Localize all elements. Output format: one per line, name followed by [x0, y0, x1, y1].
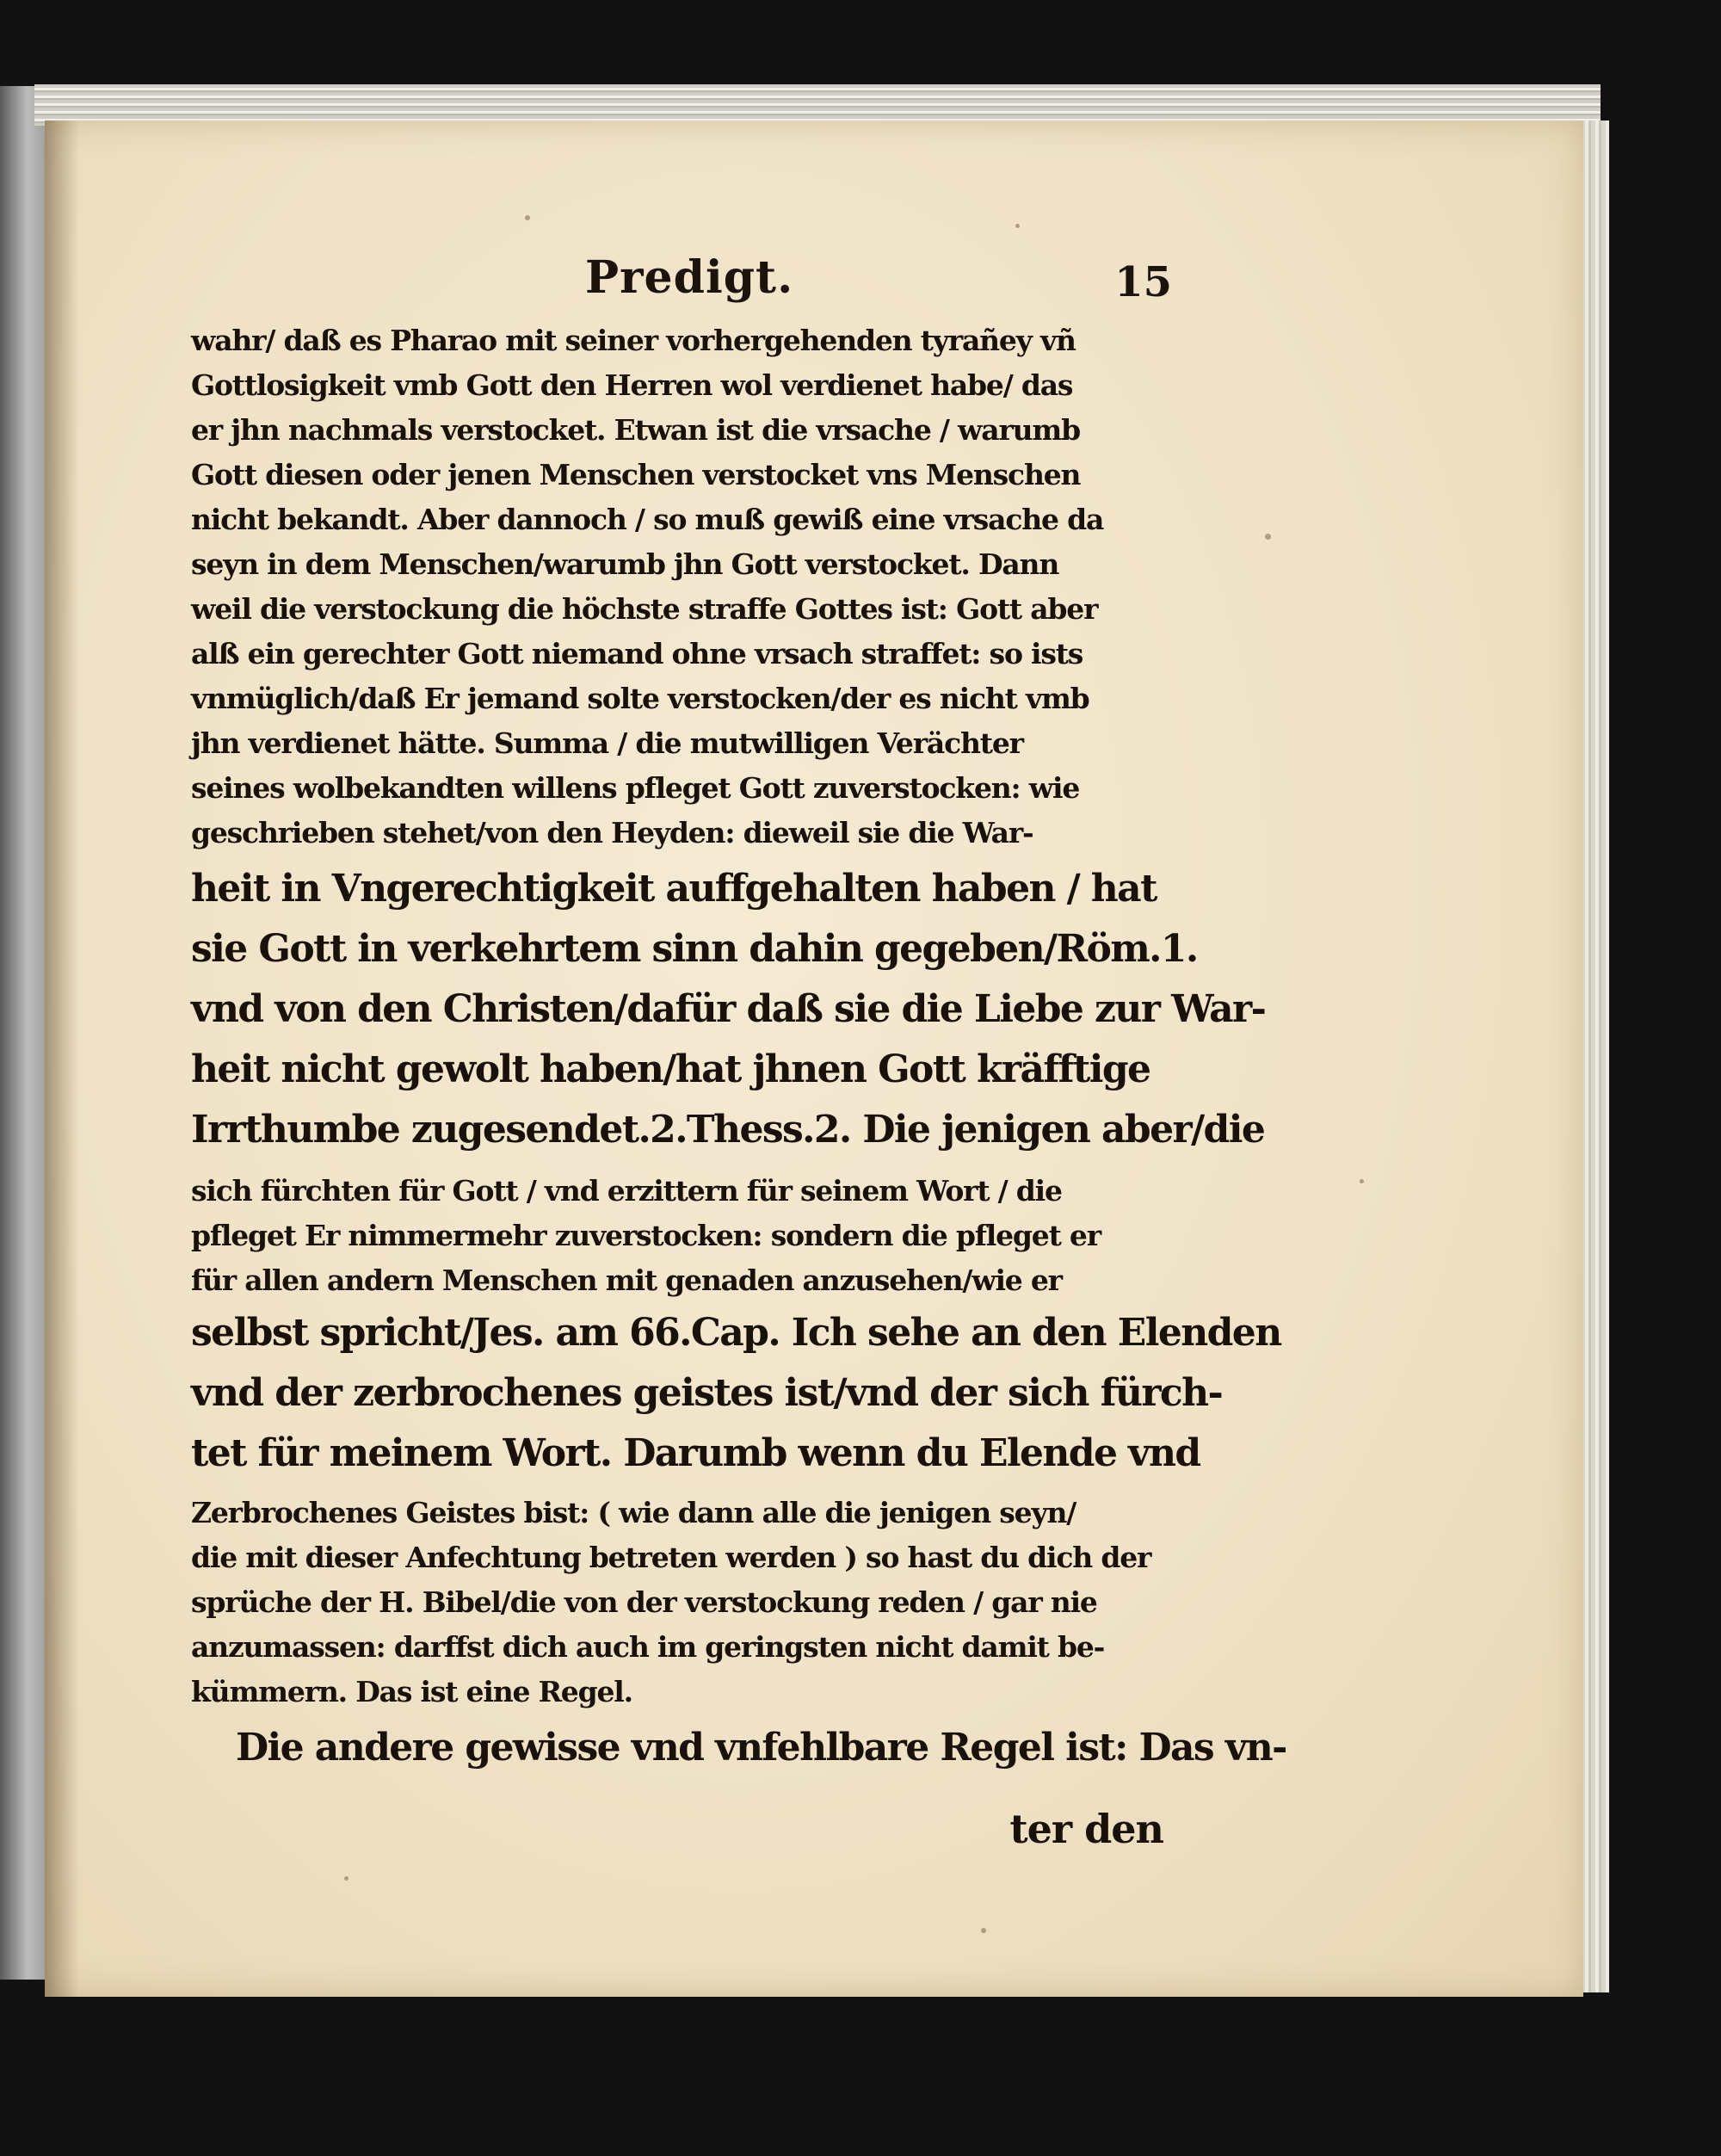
text-line: seines wolbekandten willens pfleget Gott zuverstocken: wie — [191, 771, 1080, 805]
catchword: ter den — [1009, 1806, 1163, 1852]
text-line: wahr/ daß es Pharao mit seiner vorhergehenden tyrañey vñ — [191, 324, 1076, 357]
text-line: weil die verstockung die höchste straffe Gottes ist: Gott aber — [191, 592, 1098, 626]
text-line: vnmüglich/daß Er jemand solte verstocken/der es nicht vmb — [191, 682, 1089, 715]
text-line: seyn in dem Menschen/warumb jhn Gott verstocket. Dann — [191, 547, 1059, 581]
text-line-emphasis: selbst spricht/Jes. am 66.Cap. Ich sehe an den Elenden — [191, 1311, 1281, 1355]
gutter-shadow — [45, 120, 79, 1997]
paper-speck — [981, 1928, 986, 1933]
paper-speck — [1265, 534, 1271, 540]
text-line: er jhn nachmals verstocket. Etwan ist die vrsache / warumb — [191, 413, 1081, 447]
paper-speck — [1015, 224, 1020, 228]
text-line: für allen andern Menschen mit genaden anzusehen/wie er — [191, 1263, 1062, 1297]
text-line-emphasis: vnd der zerbrochenes geistes ist/vnd der sich fürch- — [191, 1371, 1223, 1415]
text-line: nicht bekandt. Aber dannoch / so muß gewiß eine vrsache da — [191, 503, 1104, 536]
running-head: Predigt. — [585, 251, 794, 304]
text-line: Zerbrochenes Geistes bist: ( wie dann alle die jenigen seyn/ — [191, 1496, 1076, 1529]
text-line: geschrieben stehet/von den Heyden: dieweil sie die War- — [191, 816, 1033, 849]
page-stack-top — [34, 84, 1601, 126]
text-line: Gottlosigkeit vmb Gott den Herren wol verdienet habe/ das — [191, 368, 1073, 402]
text-line-paragraph-start: Die andere gewisse vnd vnfehlbare Regel ist: Das vn- — [236, 1726, 1286, 1770]
text-line: Gott diesen oder jenen Menschen verstocket vns Menschen — [191, 458, 1081, 491]
text-line-emphasis: Irrthumbe zugesendet.2.Thess.2. Die jenigen aber/die — [191, 1108, 1265, 1152]
paper-speck — [1360, 1179, 1364, 1183]
text-line: jhn verdienet hätte. Summa / die mutwilligen Verächter — [191, 726, 1023, 760]
text-line-emphasis: heit nicht gewolt haben/hat jhnen Gott kräfftige — [191, 1047, 1150, 1091]
text-line: anzumassen: darffst dich auch im geringsten nicht damit be- — [191, 1630, 1105, 1664]
text-line: sprüche der H. Bibel/die von der verstockung reden / gar nie — [191, 1585, 1097, 1619]
paper-speck — [344, 1876, 349, 1881]
text-line: kümmern. Das ist eine Regel. — [191, 1675, 632, 1708]
text-line-emphasis: sie Gott in verkehrtem sinn dahin gegeben/Röm.1. — [191, 927, 1198, 971]
text-line-emphasis: vnd von den Christen/dafür daß sie die Liebe zur War- — [191, 987, 1266, 1031]
paper-speck — [525, 215, 530, 220]
binding-edge — [0, 86, 50, 1980]
body-text — [191, 323, 1286, 1820]
page-number: 15 — [1114, 258, 1172, 306]
text-line-emphasis: heit in Vngerechtigkeit auffgehalten haben / hat — [191, 867, 1157, 911]
text-line: alß ein gerechter Gott niemand ohne vrsach straffet: so ists — [191, 637, 1083, 670]
text-line-emphasis: tet für meinem Wort. Darumb wenn du Elende vnd — [191, 1431, 1200, 1475]
text-line: sich fürchten für Gott / vnd erzittern für seinem Wort / die — [191, 1174, 1062, 1208]
text-line: die mit dieser Anfechtung betreten werden ) so hast du dich der — [191, 1541, 1151, 1574]
text-line: pfleget Er nimmermehr zuverstocken: sondern die pfleget er — [191, 1219, 1101, 1252]
